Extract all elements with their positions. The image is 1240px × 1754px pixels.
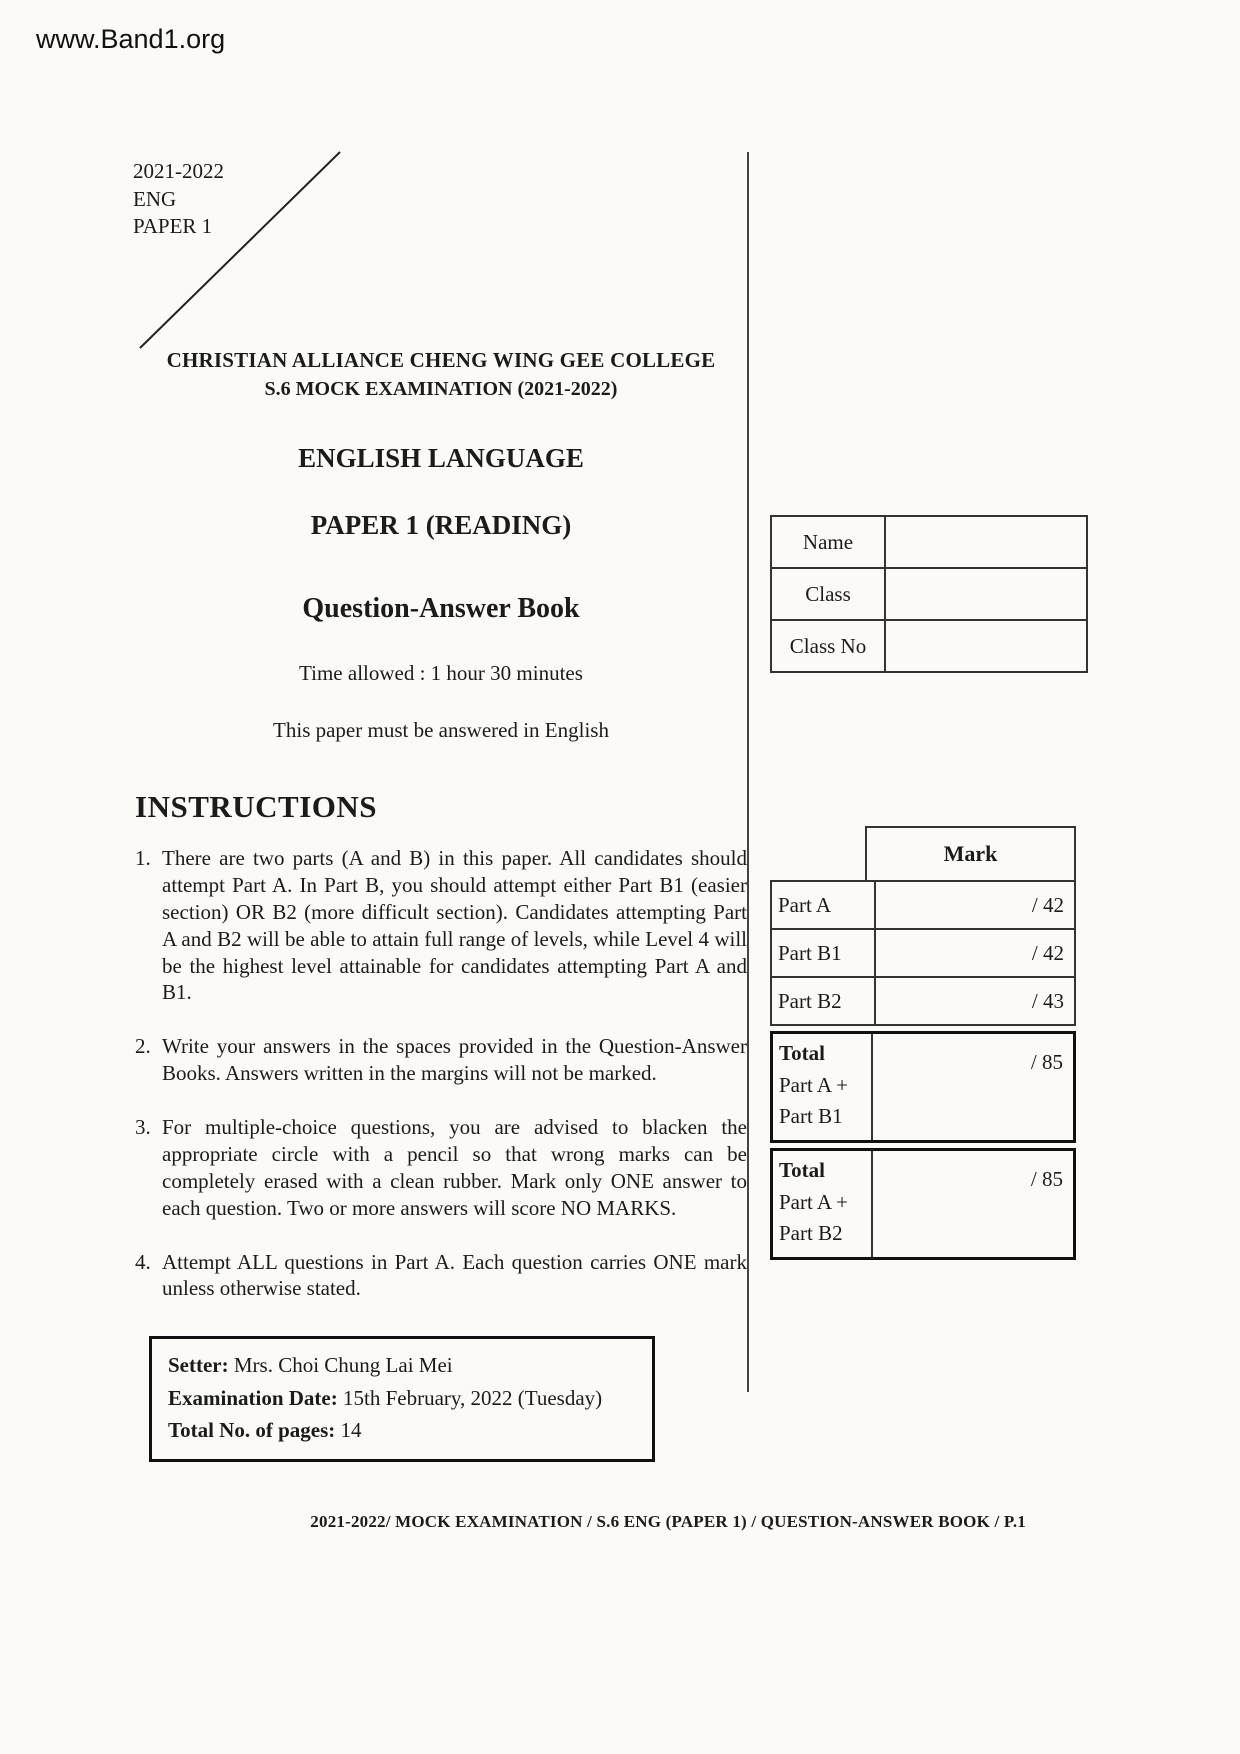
instruction-text: Write your answers in the spaces provided in the Question-Answer Books. Answers written in the margins will not be marked.	[162, 1034, 747, 1086]
total-a-b1-mark: / 85	[1030, 1050, 1063, 1074]
instruction-number: 1.	[135, 846, 151, 870]
setter-label: Setter:	[168, 1353, 229, 1378]
table-row	[771, 620, 1087, 672]
table-row	[771, 516, 1087, 568]
language-note: This paper must be answered in English	[273, 718, 609, 742]
mark-table	[770, 826, 1076, 1260]
setter-info-box	[149, 1336, 655, 1462]
table-row	[771, 929, 1075, 977]
instruction-number: 3.	[135, 1115, 151, 1139]
part-a-label: Part A	[771, 881, 875, 929]
class-no-label: Class No	[771, 620, 885, 672]
instruction-item	[135, 1114, 747, 1222]
total-word: Total	[779, 1041, 825, 1065]
mark-header: Mark	[865, 826, 1076, 880]
total-pages-line	[168, 1414, 636, 1447]
instructions-title: INSTRUCTIONS	[135, 789, 378, 824]
exam-date-value: 15th February, 2022 (Tuesday)	[337, 1385, 603, 1410]
part-b1-mark: / 42	[875, 929, 1075, 977]
total-pages-value: 14	[335, 1418, 362, 1443]
table-row	[771, 568, 1087, 620]
table-row	[771, 977, 1075, 1025]
page-footer: 2021-2022/ MOCK EXAMINATION / S.6 ENG (PAPER 1) / QUESTION-ANSWER BOOK / P.1	[310, 1512, 1026, 1531]
class-no-input-cell	[885, 620, 1087, 672]
corner-year: 2021-2022	[133, 159, 224, 183]
class-input-cell	[885, 568, 1087, 620]
total-part-line: Part B1	[779, 1104, 843, 1128]
part-b1-label: Part B1	[771, 929, 875, 977]
total-part-line: Part B2	[779, 1221, 843, 1245]
total-pages-label: Total No. of pages:	[168, 1418, 336, 1443]
book-title: Question-Answer Book	[302, 593, 580, 624]
college-name: CHRISTIAN ALLIANCE CHENG WING GEE COLLEGE	[166, 348, 716, 372]
corner-label	[133, 158, 224, 241]
part-a-mark: / 42	[875, 881, 1075, 929]
total-a-b2-mark: / 85	[1030, 1167, 1063, 1191]
class-label: Class	[771, 568, 885, 620]
corner-paper: PAPER 1	[133, 214, 213, 239]
subject-title: ENGLISH LANGUAGE	[298, 443, 584, 473]
total-part-line: Part A +	[779, 1072, 849, 1097]
exam-date-line	[168, 1382, 636, 1415]
part-b2-mark: / 43	[875, 977, 1075, 1025]
name-input-cell	[885, 516, 1087, 568]
instruction-text: There are two parts (A and B) in this paper. All candidates should attempt Part A. In Part B, you should attempt either Part B1 (easier section) OR B2 (more difficult section). Candidates attempting Part A and B2 will be able to attain full range of levels, while Level 4 will be the highest level attainable for candidates attempting Part A and B1.	[162, 846, 747, 1005]
time-allowed: Time allowed : 1 hour 30 minutes	[299, 661, 583, 685]
instruction-item	[135, 1249, 747, 1303]
total-a-b2-label	[773, 1151, 873, 1257]
main-column	[135, 348, 747, 1462]
corner-subject: ENG	[133, 186, 177, 211]
instruction-text: Attempt ALL questions in Part A. Each question carries ONE mark unless otherwise stated.	[162, 1249, 747, 1301]
paper-title: PAPER 1 (READING)	[310, 510, 572, 540]
name-label: Name	[771, 516, 885, 568]
instruction-number: 4.	[135, 1249, 151, 1274]
vertical-divider	[747, 152, 749, 1392]
total-part-line: Part A +	[779, 1189, 849, 1214]
instructions-list	[135, 845, 747, 1302]
total-a-b2-box	[770, 1148, 1076, 1260]
instruction-item	[135, 845, 747, 1006]
total-word: Total	[779, 1158, 825, 1182]
student-info-table	[770, 515, 1088, 673]
setter-value: Mrs. Choi Chung Lai Mei	[228, 1353, 453, 1378]
instruction-item	[135, 1033, 747, 1087]
mark-rows	[770, 880, 1076, 1026]
instruction-text: For multiple-choice questions, you are advised to blacken the appropriate circle with a pencil so that wrong marks can be completely erased with a clean rubber. Mark only ONE answer to each question. Two or more answers will score NO MARKS.	[162, 1115, 747, 1220]
part-b2-label: Part B2	[771, 977, 875, 1025]
instruction-number: 2.	[135, 1034, 151, 1059]
setter-line	[168, 1349, 636, 1382]
total-a-b1-box	[770, 1031, 1076, 1143]
exam-date-label: Examination Date:	[168, 1385, 338, 1410]
exam-title: S.6 MOCK EXAMINATION (2021-2022)	[264, 378, 618, 400]
watermark: www.Band1.org	[36, 24, 226, 54]
total-a-b1-label	[773, 1034, 873, 1140]
table-row	[771, 881, 1075, 929]
